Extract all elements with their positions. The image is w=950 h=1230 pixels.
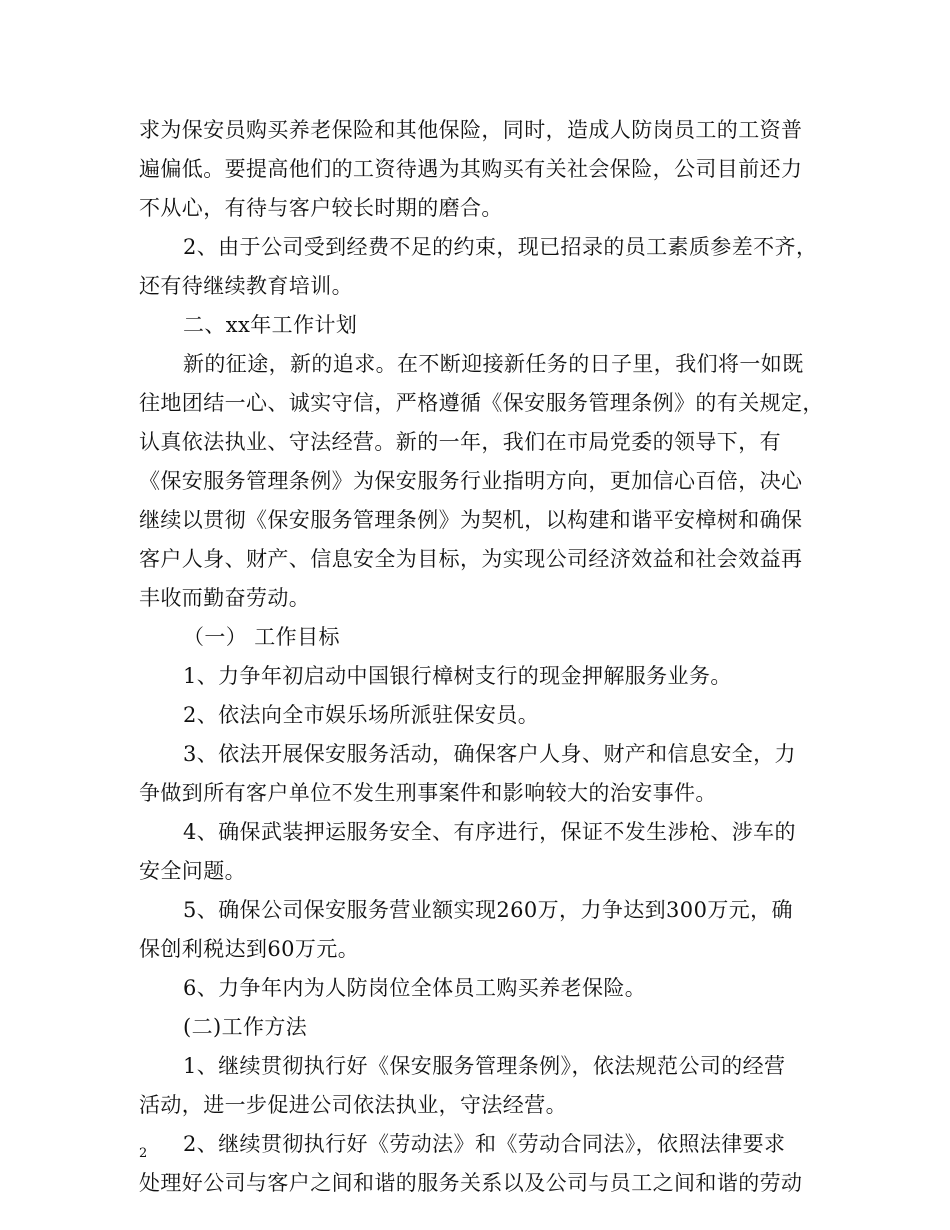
text-line: 处理好公司与客户之间和谐的服务关系以及公司与员工之间和谐的劳动: [139, 1171, 803, 1195]
subsection-heading: (二)工作方法: [183, 1015, 308, 1039]
text-line: 求为保安员购买养老保险和其他保险，同时，造成人防岗员工的工资普: [139, 118, 803, 142]
page-number: 2: [139, 1146, 148, 1161]
text-line: 还有待继续教育培训。: [139, 274, 353, 298]
text-line: 认真依法执业、守法经营。新的一年，我们在市局党委的领导下，有: [139, 430, 781, 454]
text-line: 2、由于公司受到经费不足的约束，现已招录的员工素质参差不齐，: [183, 235, 818, 259]
text-line: 保创利税达到60万元。: [139, 937, 360, 961]
list-item: 6、力争年内为人防岗位全体员工购买养老保险。: [183, 976, 647, 1000]
text-line: 遍偏低。要提高他们的工资待遇为其购买有关社会保险，公司目前还力: [139, 157, 803, 181]
list-item: 1、继续贯彻执行好《保安服务管理条例》，依法规范公司的经营: [183, 1054, 786, 1078]
list-item: 2、继续贯彻执行好《劳动法》和《劳动合同法》，依照法律要求: [183, 1132, 786, 1156]
text-line: 活动，进一步促进公司依法执业，守法经营。: [139, 1093, 567, 1117]
text-line: 客户人身、财产、信息安全为目标，为实现公司经济效益和社会效益再: [139, 547, 803, 571]
section-heading: 二、xx年工作计划: [183, 313, 358, 337]
text-line: 《保安服务管理条例》为保安服务行业指明方向，更加信心百倍，决心: [139, 469, 803, 493]
text-line: 继续以贯彻《保安服务管理条例》为契机，以构建和谐平安樟树和确保: [139, 508, 803, 532]
list-item: 5、确保公司保安服务营业额实现260万，力争达到300万元，确: [183, 898, 793, 922]
text-line: 新的征途，新的追求。在不断迎接新任务的日子里，我们将一如既: [183, 352, 804, 376]
list-item: 2、依法向全市娱乐场所派驻保安员。: [183, 703, 540, 727]
document-body: [139, 111, 824, 1203]
list-item: 3、依法开展保安服务活动，确保客户人身、财产和信息安全，力: [183, 742, 796, 766]
text-line: 不从心，有待与客户较长时期的磨合。: [139, 196, 503, 220]
list-item: 4、确保武装押运服务安全、有序进行，保证不发生涉枪、涉车的: [183, 820, 796, 844]
text-line: 往地团结一心、诚实守信，严格遵循《保安服务管理条例》的有关规定，: [139, 391, 824, 415]
text-line: 争做到所有客户单位不发生刑事案件和影响较大的治安事件。: [139, 781, 717, 805]
subsection-heading: （一） 工作目标: [183, 625, 340, 649]
text-line: 安全问题。: [139, 859, 246, 883]
text-line: 丰收而勤奋劳动。: [139, 586, 311, 610]
list-item: 1、力争年初启动中国银行樟树支行的现金押解服务业务。: [183, 664, 732, 688]
